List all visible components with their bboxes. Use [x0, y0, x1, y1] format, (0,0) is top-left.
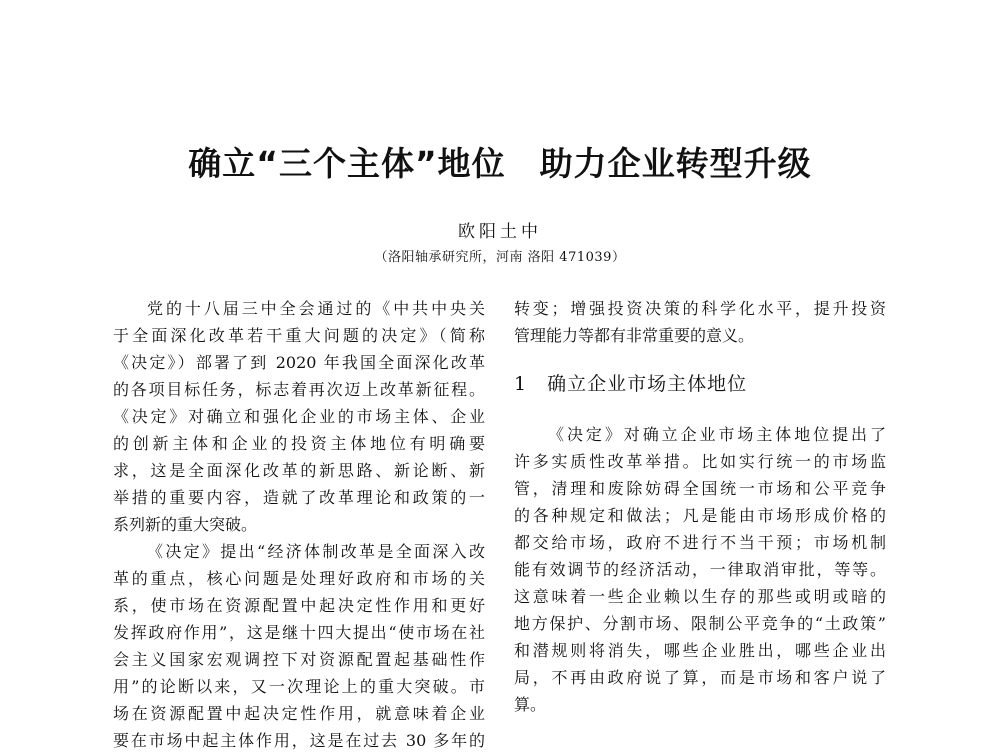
- text-line: 和潜规则将消失，哪些企业胜出，哪些企业出: [514, 641, 886, 660]
- section-heading: 1 确立企业市场主体地位: [514, 373, 748, 395]
- text-line: 《决定》提出“经济体制改革是全面深入改: [147, 542, 485, 561]
- right-column: [514, 295, 886, 718]
- text-line: 发挥政府作用”，这是继十四大提出“使市场在社: [113, 623, 485, 642]
- text-line: 的创新主体和企业的投资主体地位有明确要: [113, 434, 485, 453]
- text-line: 举措的重要内容，造就了改革理论和政策的一: [113, 488, 485, 507]
- text-line: 这意味着一些企业赖以生存的那些或明或暗的: [514, 587, 886, 606]
- text-line: 要在市场中起主体作用，这是在过去 30 多年的: [113, 731, 485, 750]
- text-line: 《决定》对确立和强化企业的市场主体、企业: [113, 407, 485, 426]
- text-line: 求，这是全面深化改革的新思路、新论断、新: [113, 461, 485, 480]
- text-line: 许多实质性改革举措。比如实行统一的市场监: [514, 452, 886, 471]
- text-line: 管，清理和废除妨碍全国统一市场和公平竞争: [514, 479, 886, 498]
- text-line: 的各项目标任务，标志着再次迈上改革新征程。: [113, 380, 485, 399]
- author-affiliation: （洛阳轴承研究所，河南 洛阳 471039）: [374, 250, 626, 265]
- text-line: 党的十八届三中全会通过的《中共中央关: [147, 299, 485, 318]
- text-line: 于全面深化改革若干重大问题的决定》（简称: [113, 326, 485, 345]
- text-line: 系，使市场在资源配置中起决定性作用和更好: [113, 596, 485, 615]
- text-line: 局，不再由政府说了算，而是市场和客户说了: [514, 668, 886, 687]
- text-line: 地方保护、分割市场、限制公平竞争的“土政策”: [514, 614, 886, 633]
- text-line: 革的重点，核心问题是处理好政府和市场的关: [113, 569, 485, 588]
- text-line: 《决定》）部署了到 2020 年我国全面深化改革: [113, 353, 485, 372]
- text-line: 能有效调节的经济活动，一律取消审批，等等。: [514, 560, 886, 579]
- text-line: 都交给市场，政府不进行不当干预；市场机制: [514, 533, 886, 552]
- text-line: 转变；增强投资决策的科学化水平，提升投资: [514, 299, 886, 318]
- text-line: 用”的论断以来，又一次理论上的重大突破。市: [113, 677, 485, 696]
- author-name: 欧阳土中: [458, 222, 542, 242]
- text-line: 系列新的重大突破。: [113, 515, 258, 534]
- text-line: 《决定》对确立企业市场主体地位提出了: [548, 425, 886, 444]
- text-line: 会主义国家宏观调控下对资源配置起基础性作: [113, 650, 485, 669]
- text-line: 算。: [514, 695, 547, 714]
- article-title: 确立“三个主体”地位 助力企业转型升级: [188, 144, 812, 183]
- text-line: 管理能力等都有非常重要的意义。: [514, 326, 755, 345]
- text-line: 的各种规定和做法；凡是能由市场形成价格的: [514, 506, 886, 525]
- left-column: [113, 295, 485, 754]
- text-line: 场在资源配置中起决定性作用，就意味着企业: [113, 704, 485, 723]
